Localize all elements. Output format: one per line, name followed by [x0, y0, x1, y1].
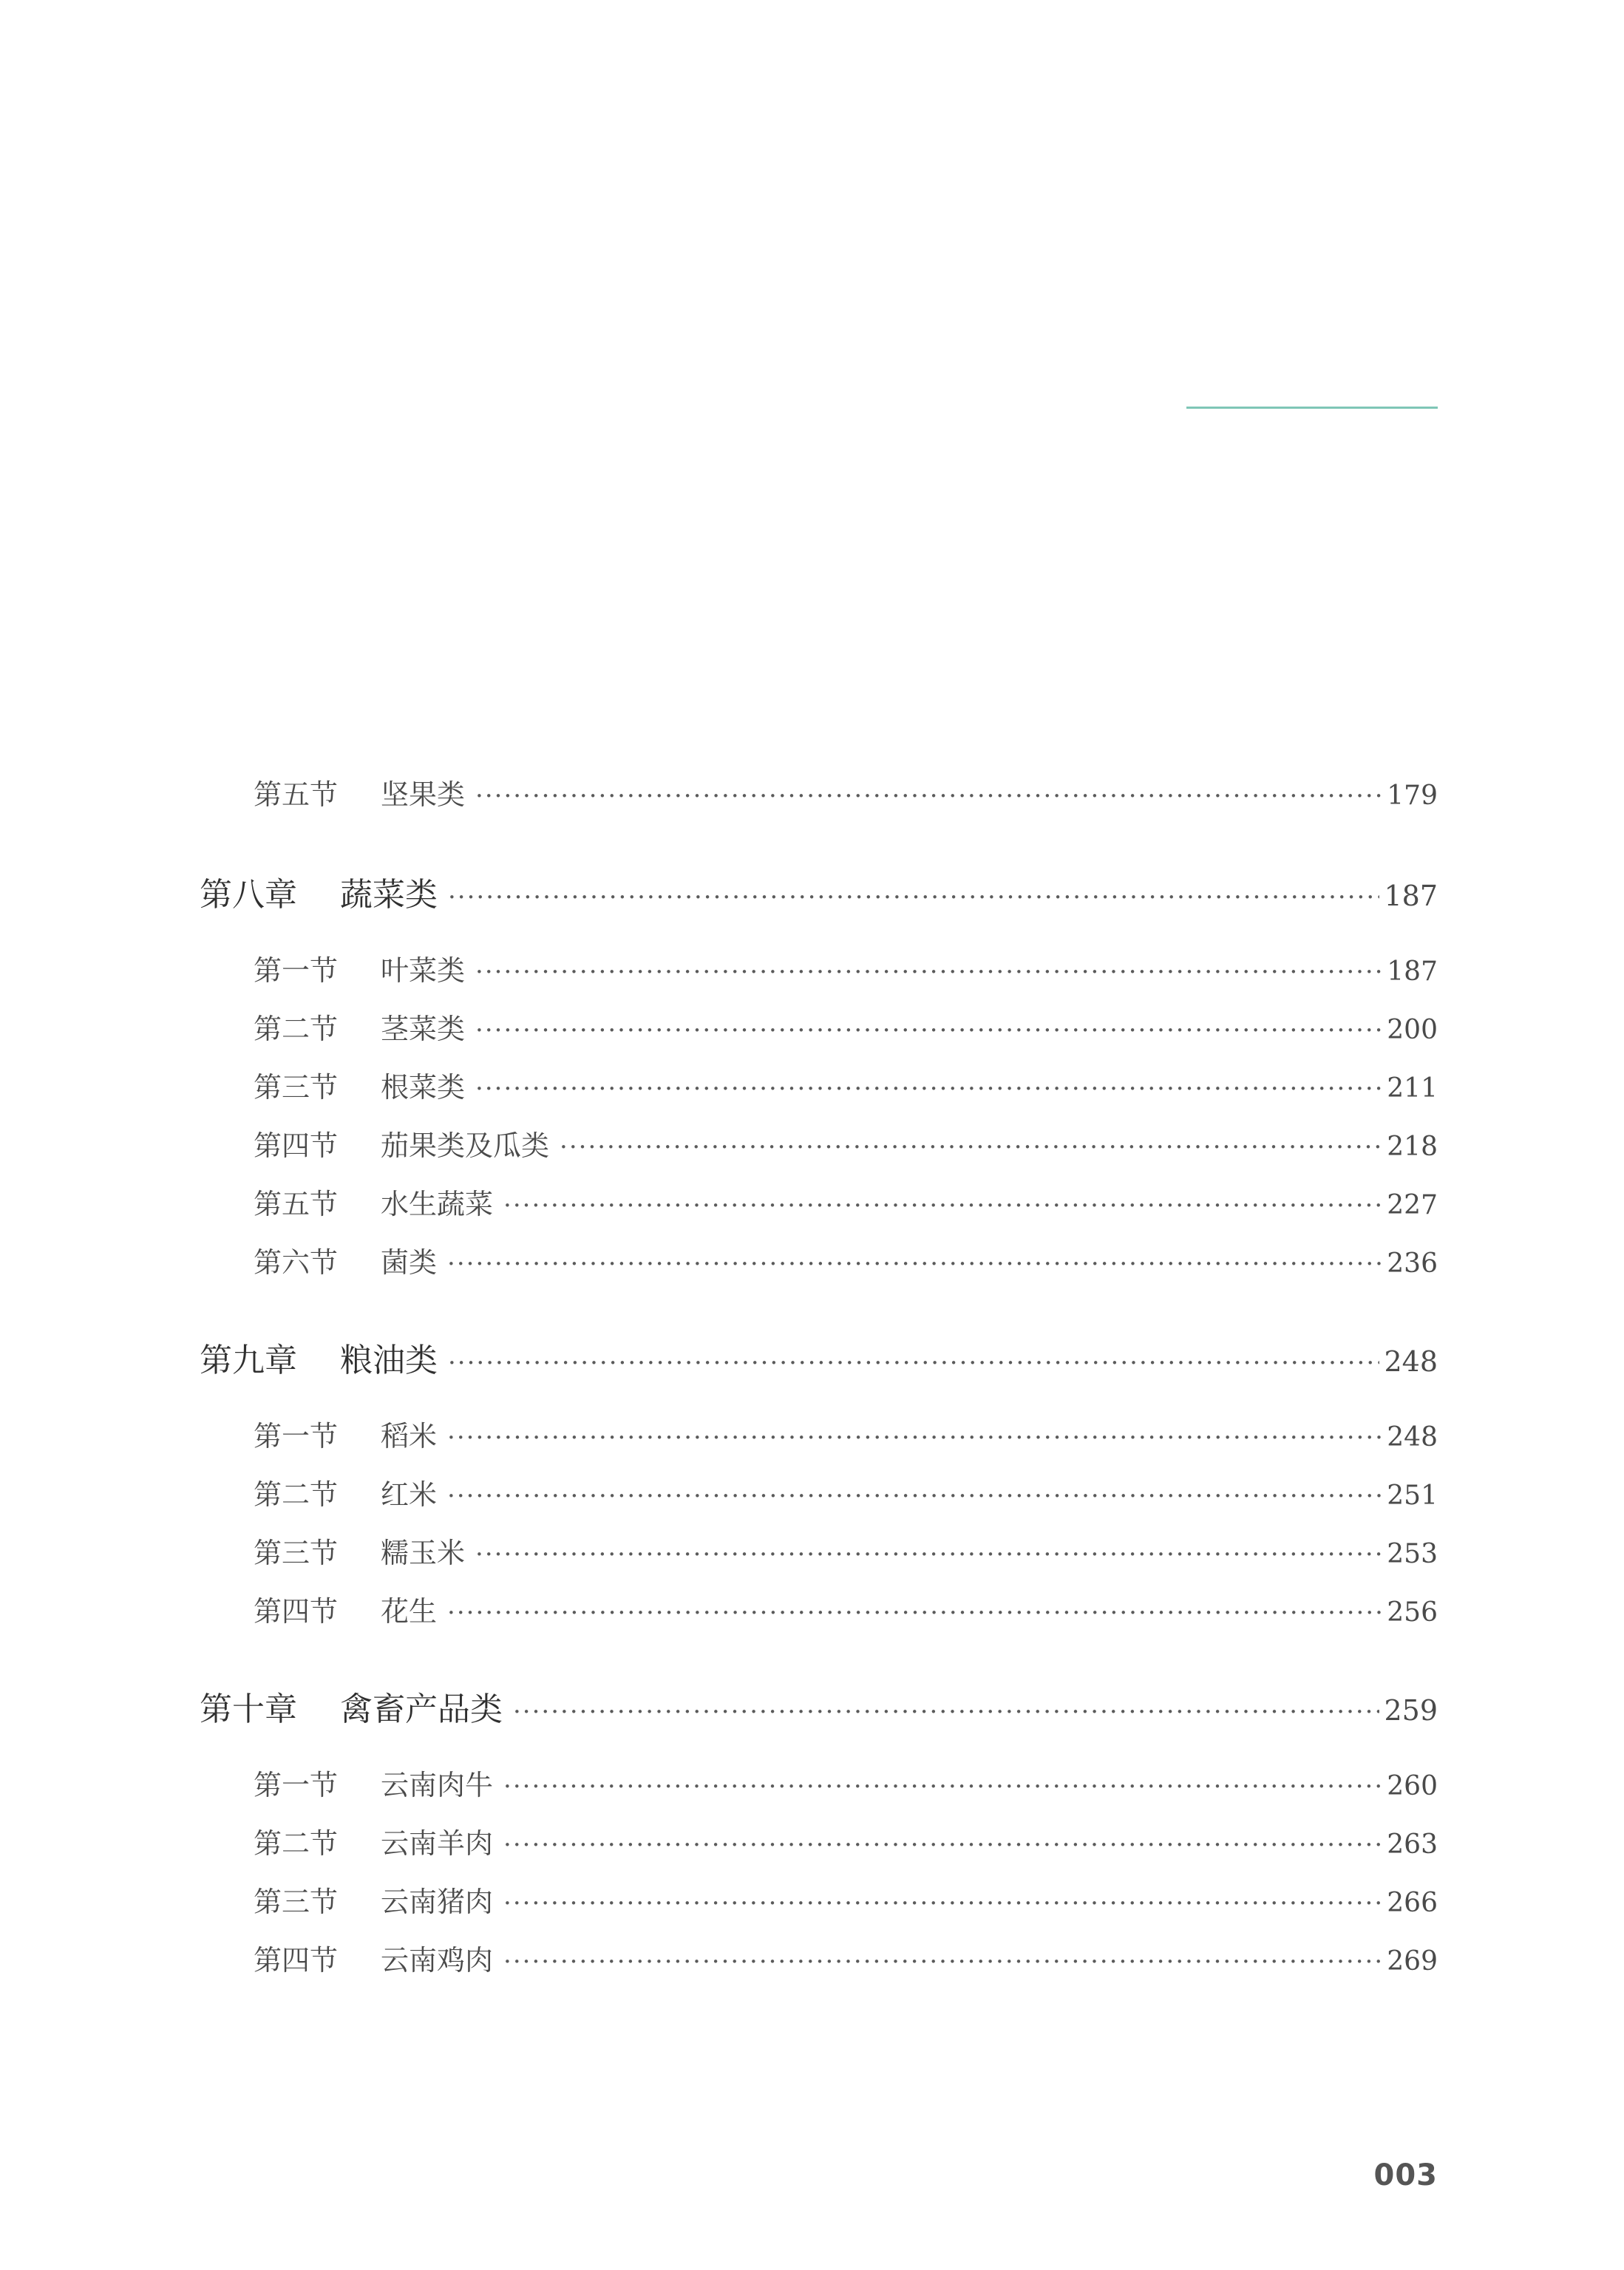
toc-section-entry[interactable]	[254, 1240, 1438, 1280]
dot-leader	[503, 1889, 1382, 1918]
toc-section-title: 云南猪肉	[381, 1886, 494, 1918]
toc-chapter-title: 蔬菜类	[340, 876, 438, 914]
toc-chapter-label: 第九章	[200, 1342, 297, 1379]
dot-leader	[448, 1348, 1379, 1378]
toc-page-number: 263	[1387, 1829, 1438, 1860]
toc-section-entry[interactable]	[254, 1821, 1438, 1861]
toc-section-label: 第三节	[254, 1886, 339, 1918]
toc-section-title: 稻米	[381, 1420, 438, 1452]
toc-section-title: 云南羊肉	[381, 1827, 494, 1860]
toc-section-label: 第五节	[254, 778, 339, 811]
dot-leader	[447, 1249, 1382, 1279]
toc-section-title: 茎菜类	[381, 1013, 466, 1045]
toc-page-number: 260	[1387, 1771, 1438, 1801]
dot-leader	[560, 1132, 1382, 1162]
toc-section-label: 第四节	[254, 1595, 339, 1628]
dot-leader	[475, 781, 1382, 811]
toc-section-title: 茄果类及瓜类	[381, 1129, 550, 1162]
toc-section-label: 第二节	[254, 1478, 339, 1511]
toc-section-entry[interactable]	[254, 1064, 1438, 1105]
toc-section-label: 第五节	[254, 1188, 339, 1220]
toc-page-number: 179	[1387, 781, 1438, 811]
toc-page-number: 248	[1384, 1345, 1438, 1378]
dot-leader	[503, 1772, 1382, 1801]
toc-section-title: 水生蔬菜	[381, 1188, 494, 1220]
dot-leader	[503, 1191, 1382, 1220]
toc-section-title: 云南鸡肉	[381, 1944, 494, 1977]
toc-section-label: 第二节	[254, 1013, 339, 1045]
toc-chapter-entry[interactable]	[200, 1333, 1438, 1381]
dot-leader	[447, 1481, 1382, 1511]
dot-leader	[475, 1540, 1382, 1569]
toc-section-entry[interactable]	[254, 1530, 1438, 1571]
toc-page-number: 227	[1387, 1190, 1438, 1220]
toc-chapter-label: 第十章	[200, 1690, 297, 1728]
dot-leader	[447, 1598, 1382, 1628]
toc-section-label: 第一节	[254, 1420, 339, 1452]
toc-section-title: 花生	[381, 1595, 438, 1628]
dot-leader	[475, 1074, 1382, 1104]
dot-leader	[475, 957, 1382, 987]
toc-section-entry[interactable]	[254, 1879, 1438, 1920]
toc-section-entry[interactable]	[254, 1413, 1438, 1454]
dot-leader	[475, 1016, 1382, 1045]
toc-page-number: 248	[1387, 1422, 1438, 1452]
toc-chapter-title: 粮油类	[340, 1342, 438, 1379]
toc-section-entry[interactable]	[254, 1006, 1438, 1047]
toc-section-title: 坚果类	[381, 778, 466, 811]
toc-section-label: 第三节	[254, 1071, 339, 1104]
toc-page-number: 269	[1387, 1946, 1438, 1977]
toc-section-label: 第六节	[254, 1246, 339, 1279]
toc-section-label: 第四节	[254, 1129, 339, 1162]
dot-leader	[447, 1423, 1382, 1452]
toc-section-title: 叶菜类	[381, 954, 466, 987]
toc-section-entry[interactable]	[254, 772, 1438, 812]
toc-page-number: 256	[1387, 1597, 1438, 1628]
toc-section-label: 第四节	[254, 1944, 339, 1977]
toc-section-entry[interactable]	[254, 1762, 1438, 1803]
toc-page-number: 253	[1387, 1539, 1438, 1569]
toc-section-entry[interactable]	[254, 1472, 1438, 1512]
toc-chapter-label: 第八章	[200, 876, 297, 914]
toc-section-label: 第三节	[254, 1537, 339, 1569]
toc-page-number: 259	[1384, 1694, 1438, 1727]
toc-section-label: 第一节	[254, 954, 339, 987]
toc-page-number: 211	[1387, 1073, 1438, 1104]
toc-page-number: 251	[1387, 1481, 1438, 1511]
toc-section-label: 第一节	[254, 1769, 339, 1801]
toc-page-number: 187	[1387, 956, 1438, 987]
toc-section-title: 糯玉米	[381, 1537, 466, 1569]
toc-section-title: 云南肉牛	[381, 1769, 494, 1801]
dot-leader	[448, 883, 1379, 912]
toc-page-number: 218	[1387, 1132, 1438, 1162]
dot-leader	[503, 1947, 1382, 1977]
toc-page-number: 187	[1384, 880, 1438, 912]
toc-section-entry[interactable]	[254, 948, 1438, 988]
dot-leader	[503, 1830, 1382, 1860]
toc-section-label: 第二节	[254, 1827, 339, 1860]
toc-section-entry[interactable]	[254, 1181, 1438, 1222]
toc-chapter-title: 禽畜产品类	[340, 1690, 503, 1728]
toc-section-title: 菌类	[381, 1246, 438, 1279]
toc-page-number: 236	[1387, 1248, 1438, 1279]
toc-section-entry[interactable]	[254, 1123, 1438, 1163]
toc-chapter-entry[interactable]	[200, 868, 1438, 915]
dot-leader	[513, 1697, 1379, 1727]
toc-section-title: 根菜类	[381, 1071, 466, 1104]
toc-page-number: 200	[1387, 1015, 1438, 1045]
page-number: 003	[1373, 2158, 1438, 2192]
toc-chapter-entry[interactable]	[200, 1682, 1438, 1730]
toc-section-title: 红米	[381, 1478, 438, 1511]
toc-section-entry[interactable]	[254, 1937, 1438, 1978]
toc-section-entry[interactable]	[254, 1588, 1438, 1629]
toc-page-number: 266	[1387, 1888, 1438, 1918]
